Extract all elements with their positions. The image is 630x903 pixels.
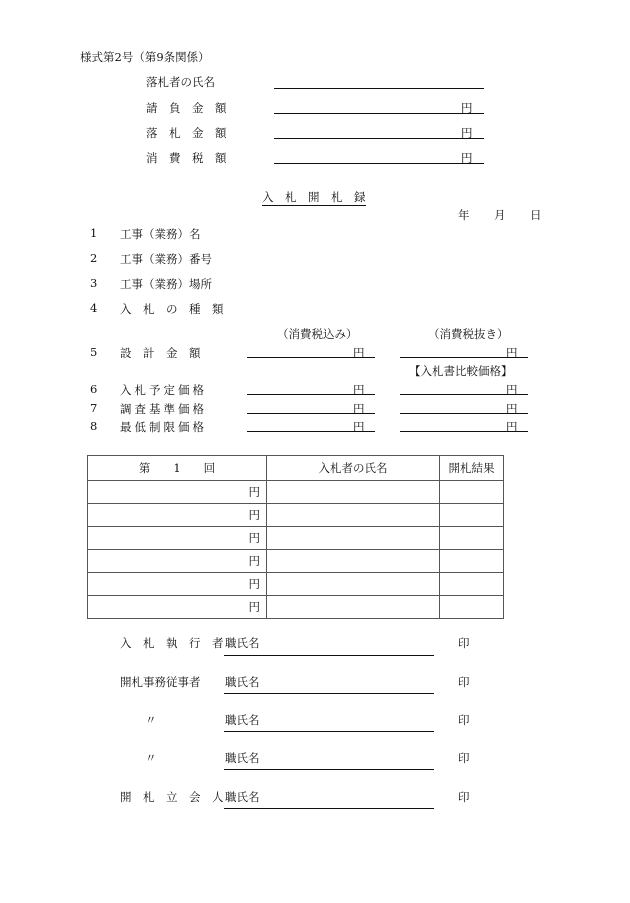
- price-row-label: 調査基準価格: [120, 402, 207, 416]
- date-day: 日: [530, 208, 542, 222]
- signature-field-label: 職氏名: [225, 636, 260, 650]
- bid-amount-cell[interactable]: 円: [88, 550, 267, 573]
- winner-name-label: 落札者の氏名: [146, 75, 215, 89]
- yen-unit: 円: [506, 420, 518, 434]
- price-row-no: 8: [90, 419, 98, 433]
- winner-name-line[interactable]: [274, 88, 484, 89]
- signature-line[interactable]: [224, 655, 434, 656]
- price-row-no: 5: [90, 345, 98, 359]
- form-number: 様式第2号（第9条関係）: [80, 50, 210, 64]
- price-row-no: 7: [90, 401, 98, 415]
- item-no: 3: [90, 276, 98, 290]
- bidder-name-cell[interactable]: [267, 573, 440, 596]
- tax-excluded-header: （消費税抜き）: [428, 327, 509, 341]
- result-cell[interactable]: [440, 504, 504, 527]
- result-header: 開札結果: [440, 456, 504, 481]
- bidder-name-cell[interactable]: [267, 527, 440, 550]
- result-cell[interactable]: [440, 527, 504, 550]
- signature-line[interactable]: [224, 731, 434, 732]
- page-title: 入 札 開 札 録: [262, 190, 366, 204]
- bid-results-table: [87, 455, 504, 619]
- item-label: 工事（業務）番号: [120, 252, 212, 266]
- signature-line[interactable]: [224, 693, 434, 694]
- signature-field-label: 職氏名: [225, 790, 260, 804]
- item-no: 1: [90, 226, 98, 240]
- result-cell[interactable]: [440, 596, 504, 619]
- table-row: [88, 550, 504, 573]
- item-no: 4: [90, 301, 98, 315]
- table-row: [88, 527, 504, 550]
- signature-field-label: 職氏名: [225, 713, 260, 727]
- tax-amount-yen: 円: [461, 151, 473, 165]
- yen-unit: 円: [506, 402, 518, 416]
- signature-field-label: 職氏名: [225, 675, 260, 689]
- yen-unit: 円: [353, 420, 365, 434]
- yen-unit: 円: [506, 346, 518, 360]
- date-month: 月: [494, 208, 506, 222]
- contract-amount-yen: 円: [461, 101, 473, 115]
- tax-included-header: （消費税込み）: [277, 327, 358, 341]
- signature-role: 〃: [145, 751, 157, 765]
- signature-role: 開 札 立 会 人: [120, 790, 224, 804]
- contract-amount-line[interactable]: [274, 113, 484, 114]
- yen-unit: 円: [353, 346, 365, 360]
- seal-mark: 印: [458, 751, 470, 765]
- table-row: [88, 596, 504, 619]
- seal-mark: 印: [458, 675, 470, 689]
- seal-mark: 印: [458, 636, 470, 650]
- tax-amount-label: 消 費 税 額: [146, 151, 227, 165]
- bid-amount-cell[interactable]: 円: [88, 481, 267, 504]
- bidder-name-cell[interactable]: [267, 596, 440, 619]
- bid-amount-cell[interactable]: 円: [88, 596, 267, 619]
- bid-amount-cell[interactable]: 円: [88, 504, 267, 527]
- table-row: [88, 481, 504, 504]
- signature-line[interactable]: [224, 769, 434, 770]
- signature-role: 入 札 執 行 者: [120, 636, 224, 650]
- table-row: [88, 504, 504, 527]
- yen-unit: 円: [353, 402, 365, 416]
- comparison-price-header: 【入札書比較価格】: [409, 364, 513, 378]
- signature-field-label: 職氏名: [225, 751, 260, 765]
- bid-amount-line[interactable]: [274, 138, 484, 139]
- yen-unit: 円: [353, 383, 365, 397]
- bidder-name-cell[interactable]: [267, 504, 440, 527]
- bid-amount-cell[interactable]: 円: [88, 527, 267, 550]
- price-row-label: 設 計 金 額: [120, 346, 201, 360]
- result-cell[interactable]: [440, 550, 504, 573]
- bidder-name-header: 入札者の氏名: [267, 456, 440, 481]
- result-cell[interactable]: [440, 573, 504, 596]
- yen-unit: 円: [506, 383, 518, 397]
- tax-amount-line[interactable]: [274, 163, 484, 164]
- result-cell[interactable]: [440, 481, 504, 504]
- bid-amount-cell[interactable]: 円: [88, 573, 267, 596]
- price-row-no: 6: [90, 382, 98, 396]
- item-label: 工事（業務）場所: [120, 277, 212, 291]
- table-header-row: [88, 456, 504, 481]
- round-header: 第 1 回: [88, 456, 267, 481]
- seal-mark: 印: [458, 713, 470, 727]
- seal-mark: 印: [458, 790, 470, 804]
- contract-amount-label: 請 負 金 額: [146, 101, 227, 115]
- signature-role: 開札事務従事者: [120, 675, 201, 689]
- signature-line[interactable]: [224, 808, 434, 809]
- table-row: [88, 573, 504, 596]
- bid-amount-label: 落 札 金 額: [146, 126, 227, 140]
- item-label: 工事（業務）名: [120, 227, 201, 241]
- item-no: 2: [90, 251, 98, 265]
- date-year: 年: [458, 208, 470, 222]
- item-label: 入 札 の 種 類: [120, 302, 224, 316]
- signature-role: 〃: [145, 713, 157, 727]
- bidder-name-cell[interactable]: [267, 481, 440, 504]
- price-row-label: 最低制限価格: [120, 420, 207, 434]
- bidder-name-cell[interactable]: [267, 550, 440, 573]
- bid-amount-yen: 円: [461, 126, 473, 140]
- price-row-label: 入札予定価格: [120, 383, 207, 397]
